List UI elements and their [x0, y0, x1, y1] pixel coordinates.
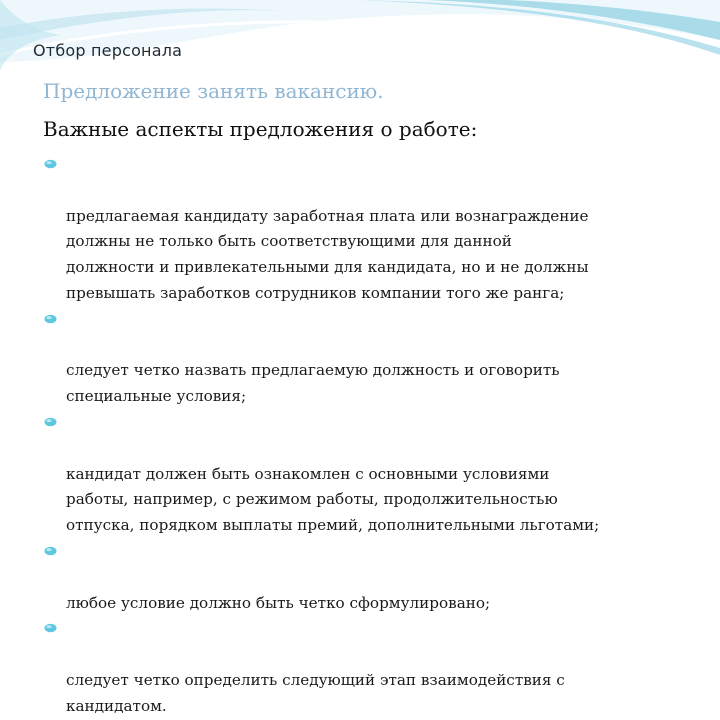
list-item	[44, 616, 684, 719]
list-item	[44, 307, 684, 410]
list-item	[44, 410, 684, 539]
oval-bullet-icon	[44, 417, 57, 427]
bullet-list	[44, 152, 684, 720]
oval-bullet-icon	[44, 314, 57, 324]
bullet-text: любое условие должно быть четко сформулировано;	[66, 593, 491, 612]
section-title: Отбор персонала	[33, 41, 183, 60]
oval-bullet-icon	[44, 546, 57, 556]
list-item	[44, 152, 684, 307]
list-item	[44, 539, 684, 616]
bullet-text: следует четко назвать предлагаемую должность и оговорить специальные условия;	[66, 361, 560, 406]
bullet-text: кандидат должен быть ознакомлен с основными условиями работы, например, с режимом работы, продолжительностью отпуска, порядком выплаты премий, дополнительными льготами;	[66, 464, 600, 535]
bullet-text: следует четко определить следующий этап взаимодействия с кандидатом.	[66, 670, 565, 715]
slide-heading: Предложение занять вакансию.	[43, 79, 384, 103]
oval-bullet-icon	[44, 159, 57, 169]
bullet-text: предлагаемая кандидату заработная плата или вознаграждение должны не только быть соответствующими для данной должности и привлекательными для кандидата, но и не должны превышать заработков сотрудников компании того же ранга;	[66, 206, 589, 302]
slide-subheading: Важные аспекты предложения о работе:	[43, 117, 478, 141]
oval-bullet-icon	[44, 623, 57, 633]
